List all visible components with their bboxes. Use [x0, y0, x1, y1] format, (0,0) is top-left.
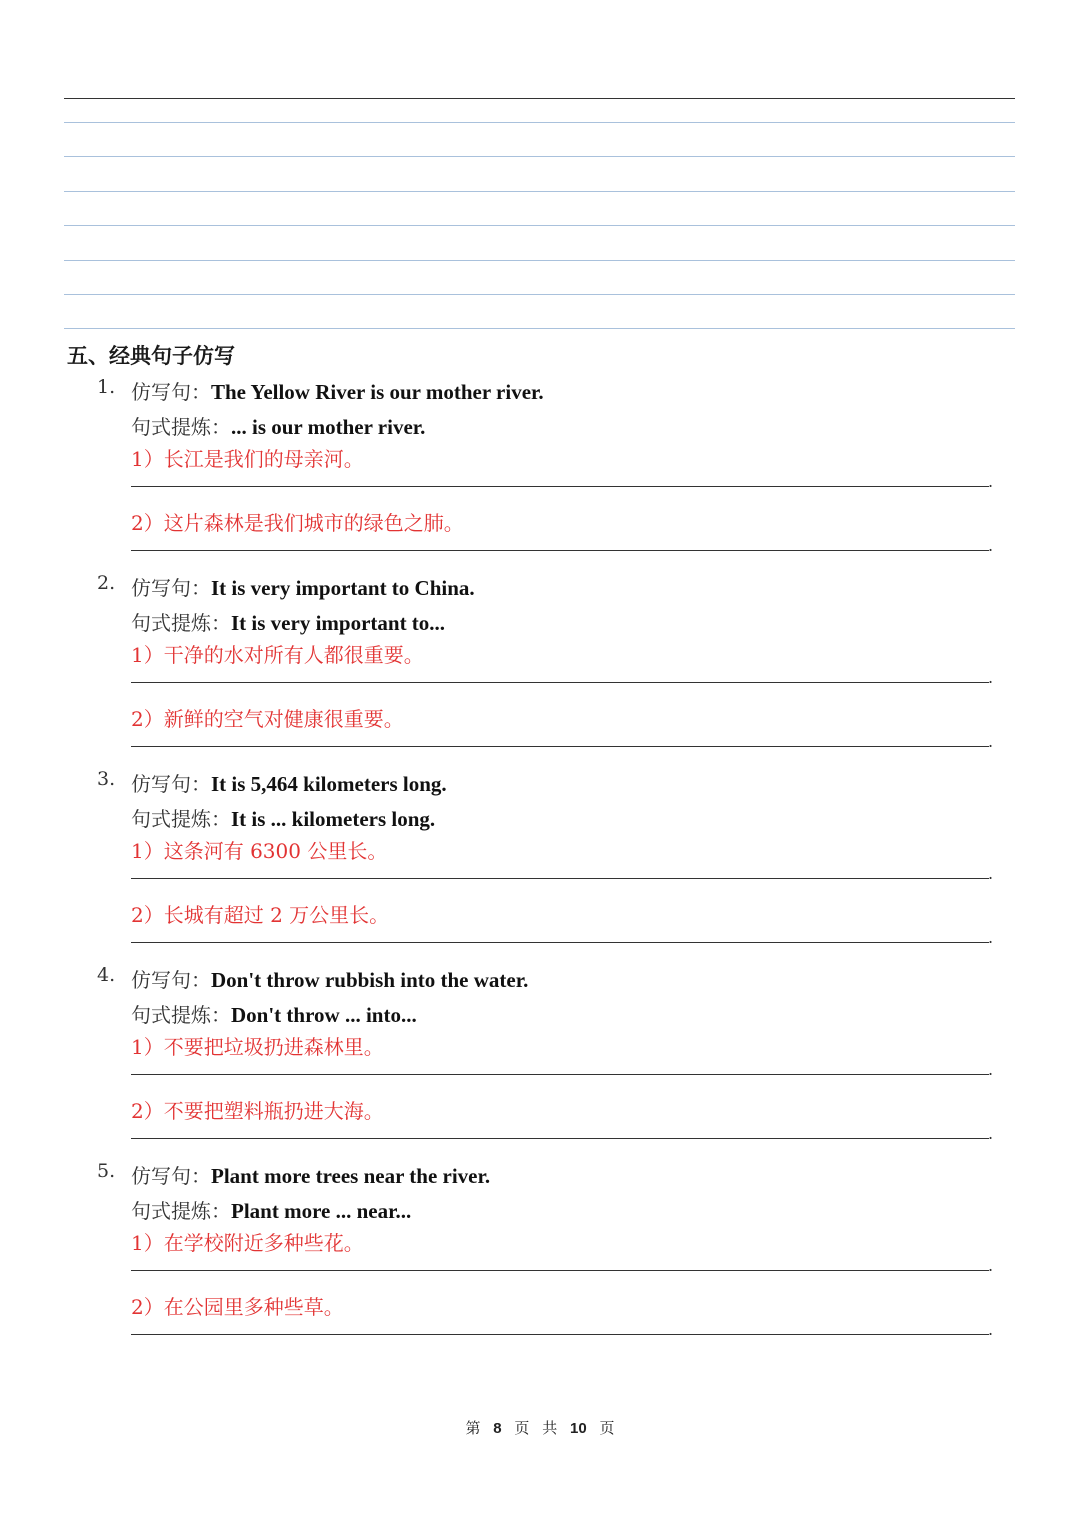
pattern-text: Plant more ... near... [231, 1199, 412, 1223]
model-label: 仿写句： [131, 968, 211, 992]
chinese-prompt: 1）干净的水对所有人都很重要。 [131, 643, 424, 667]
total-pages: 10 [570, 1420, 587, 1437]
model-sentence [131, 572, 475, 601]
item-number: 2. [97, 572, 116, 594]
chinese-prompt: 1）不要把垃圾扔进森林里。 [131, 1035, 384, 1059]
answer-line[interactable] [131, 550, 989, 551]
total-prefix: 共 [542, 1419, 558, 1437]
model-label: 仿写句： [131, 576, 211, 600]
writing-line[interactable] [64, 156, 1015, 157]
pattern-sentence [131, 999, 417, 1028]
answer-period: . [988, 1320, 994, 1339]
exercise-item [0, 572, 1080, 768]
page-word: 页 [514, 1419, 530, 1437]
pattern-sentence [131, 803, 435, 832]
item-number: 1. [97, 376, 116, 398]
model-label: 仿写句： [131, 772, 211, 796]
exercise-item [0, 376, 1080, 572]
model-text: Don't throw rubbish into the water. [211, 968, 529, 992]
answer-line[interactable] [131, 746, 989, 747]
answer-line[interactable] [131, 942, 989, 943]
answer-line[interactable] [131, 1270, 989, 1271]
model-sentence [131, 768, 447, 797]
chinese-prompt: 1）在学校附近多种些花。 [131, 1231, 364, 1255]
answer-period: . [988, 1256, 994, 1275]
model-sentence [131, 964, 528, 993]
chinese-prompt: 2）长城有超过 2 万公里长。 [131, 903, 390, 927]
pattern-text: It is ... kilometers long. [231, 807, 436, 831]
answer-period: . [988, 928, 994, 947]
model-text: It is 5,464 kilometers long. [211, 772, 447, 796]
pattern-sentence [131, 607, 445, 636]
exercise-item [0, 1160, 1080, 1356]
answer-period: . [988, 1124, 994, 1143]
answer-period: . [988, 472, 994, 491]
answer-line[interactable] [131, 878, 989, 879]
pattern-text: It is very important to... [231, 611, 446, 635]
exercise-item [0, 964, 1080, 1160]
pattern-label: 句式提炼： [131, 1003, 231, 1027]
writing-line[interactable] [64, 328, 1015, 329]
chinese-prompt: 1）长江是我们的母亲河。 [131, 447, 364, 471]
chinese-prompt: 2）这片森林是我们城市的绿色之肺。 [131, 511, 464, 535]
answer-period: . [988, 668, 994, 687]
item-number: 4. [97, 964, 116, 986]
answer-line[interactable] [131, 682, 989, 683]
writing-line[interactable] [64, 191, 1015, 192]
answer-line[interactable] [131, 1074, 989, 1075]
item-number: 3. [97, 768, 116, 790]
answer-period: . [988, 732, 994, 751]
model-text: The Yellow River is our mother river. [211, 380, 544, 404]
pattern-text: ... is our mother river. [231, 415, 426, 439]
page-number: 8 [493, 1420, 502, 1437]
model-sentence [131, 1160, 490, 1189]
item-number: 5. [97, 1160, 116, 1182]
answer-period: . [988, 864, 994, 883]
answer-period: . [988, 1060, 994, 1079]
section-title: 五、经典句子仿写 [67, 343, 235, 368]
chinese-prompt: 1）这条河有 6300 公里长。 [131, 839, 388, 863]
writing-line[interactable] [64, 122, 1015, 123]
pattern-label: 句式提炼： [131, 611, 231, 635]
writing-line[interactable] [64, 225, 1015, 226]
exercise-item [0, 768, 1080, 964]
pattern-label: 句式提炼： [131, 807, 231, 831]
pattern-sentence [131, 1195, 411, 1224]
chinese-prompt: 2）新鲜的空气对健康很重要。 [131, 707, 404, 731]
model-sentence [131, 376, 544, 405]
pattern-sentence [131, 411, 425, 440]
model-label: 仿写句： [131, 1164, 211, 1188]
writing-line[interactable] [64, 294, 1015, 295]
answer-period: . [988, 536, 994, 555]
pattern-label: 句式提炼： [131, 415, 231, 439]
answer-line[interactable] [131, 1138, 989, 1139]
model-text: It is very important to China. [211, 576, 475, 600]
page-footer [0, 1417, 1080, 1438]
model-text: Plant more trees near the river. [211, 1164, 491, 1188]
answer-line[interactable] [131, 486, 989, 487]
total-word: 页 [599, 1419, 615, 1437]
pattern-label: 句式提炼： [131, 1199, 231, 1223]
page-prefix: 第 [465, 1419, 481, 1437]
chinese-prompt: 2）不要把塑料瓶扔进大海。 [131, 1099, 384, 1123]
writing-line[interactable] [64, 260, 1015, 261]
pattern-text: Don't throw ... into... [231, 1003, 417, 1027]
top-rule [64, 98, 1015, 99]
model-label: 仿写句： [131, 380, 211, 404]
answer-line[interactable] [131, 1334, 989, 1335]
chinese-prompt: 2）在公园里多种些草。 [131, 1295, 344, 1319]
